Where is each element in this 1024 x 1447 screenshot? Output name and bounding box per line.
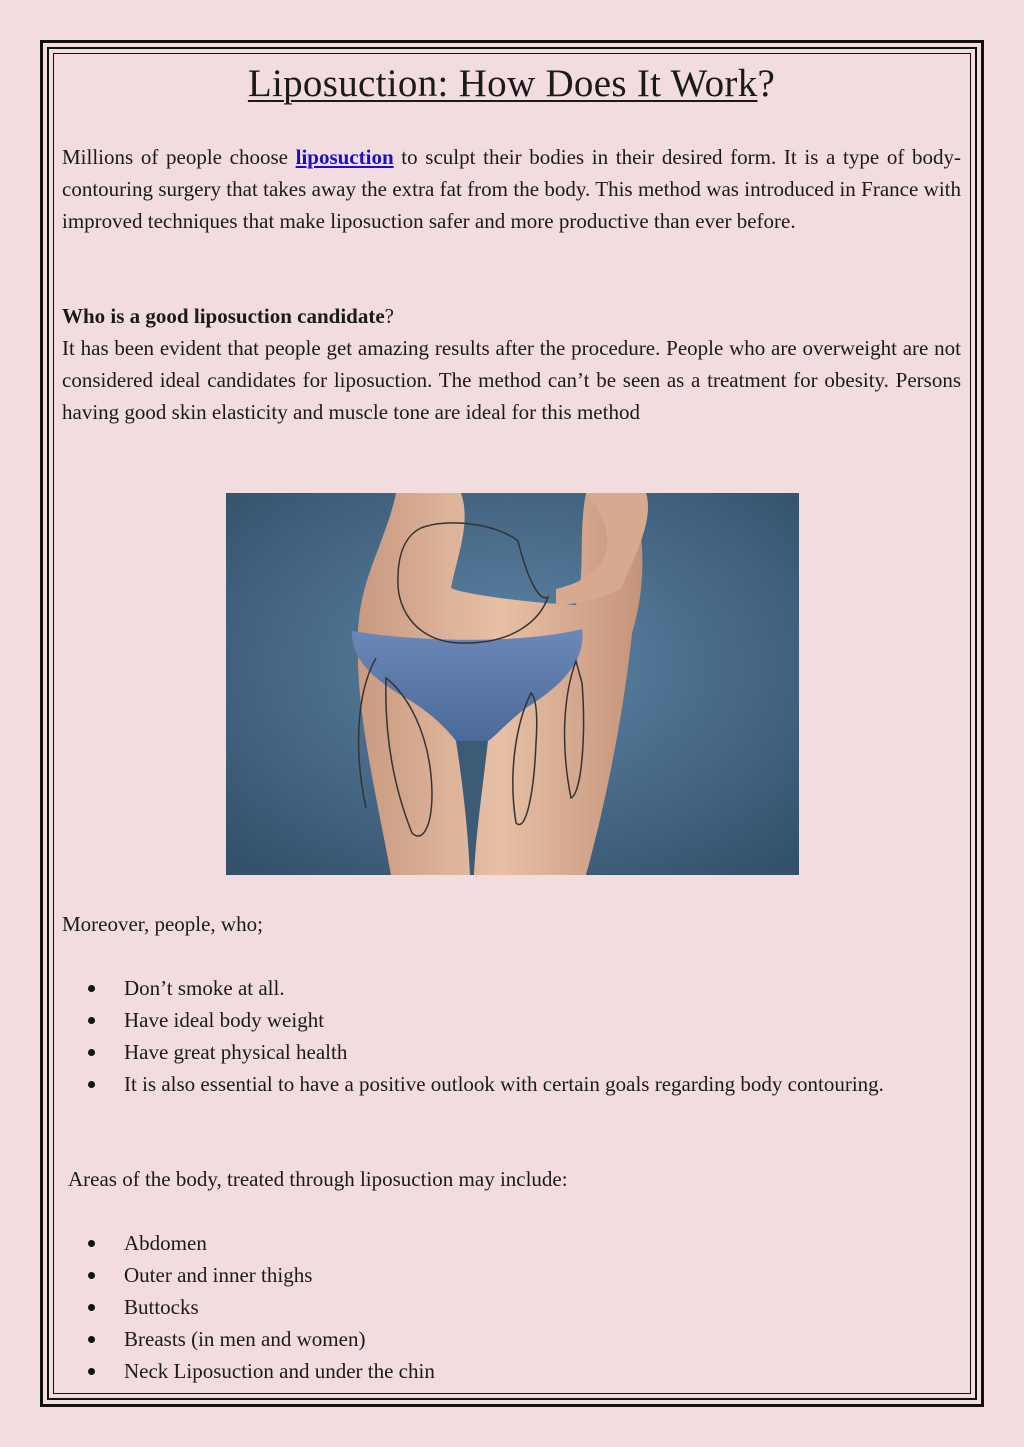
list-item: Don’t smoke at all. [62,972,961,1004]
list-item: Have great physical health [62,1036,961,1068]
list-item: Outer and inner thighs [62,1259,961,1291]
list-item: Have ideal body weight [62,1004,961,1036]
candidate-heading [62,300,394,332]
candidate-heading-mark: ? [384,304,394,328]
document-content [62,56,961,1383]
list-item: It is also essential to have a positive outlook with certain goals regarding body contouring. [62,1068,961,1100]
body-contouring-illustration [226,493,799,875]
page-title-mark: ? [757,62,776,105]
treatment-areas-list [62,1227,961,1387]
candidate-criteria-list [62,972,961,1100]
page-title [62,56,961,112]
areas-intro: Areas of the body, treated through liposuction may include: [68,1167,568,1191]
intro-text-end: to sculpt their bodies in their desired form. It is a type of body-contouring surgery that takes away the extra fat from the body. This method was introduced in France with improved techniques that make liposuction safer and more productive than ever before. [62,145,961,233]
moreover-text: Moreover, people, who; [62,912,263,936]
list-item: Neck Liposuction and under the chin [62,1355,961,1387]
intro-text-start: Millions of people choose [62,145,296,169]
list-item: Buttocks [62,1291,961,1323]
liposuction-link[interactable]: liposuction [295,145,394,169]
candidate-heading-text: Who is a good liposuction candidate [62,304,385,328]
list-item: Breasts (in men and women) [62,1323,961,1355]
candidate-paragraph: It has been evident that people get amazing results after the procedure. People who are overweight are not considered ideal candidates for liposuction. The method can’t be seen as a treatment for obesity. Persons having good skin elasticity and muscle tone are ideal for this method [62,336,961,424]
intro-paragraph [62,141,961,237]
body-contouring-photo [226,493,799,875]
page-title-text: Liposuction: How Does It Work [247,62,758,105]
list-item: Abdomen [62,1227,961,1259]
